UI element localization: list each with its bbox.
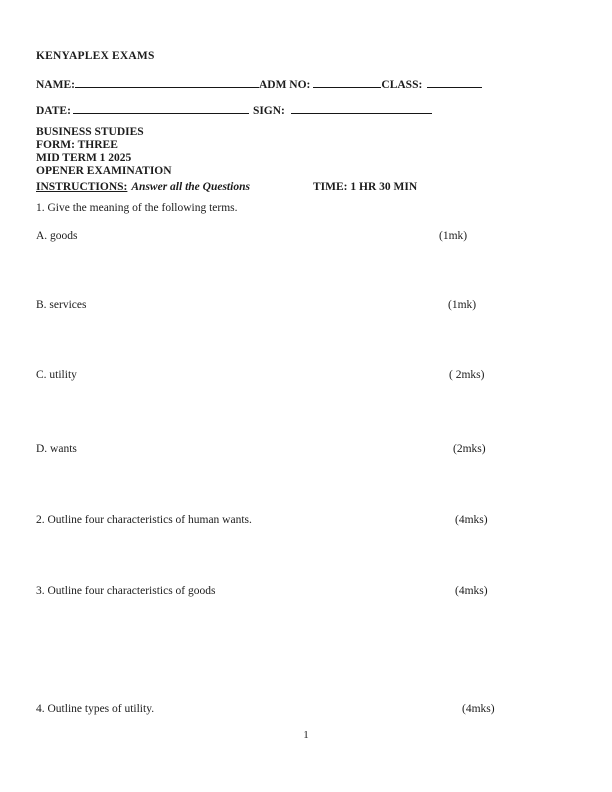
name-row: [36, 77, 482, 92]
question-marks: ( 2mks): [449, 369, 485, 381]
sign-blank-line: [291, 103, 432, 114]
instructions-row: [36, 181, 612, 194]
date-blank-line: [73, 103, 249, 114]
exam-board-title: KENYAPLEX EXAMS: [36, 50, 155, 62]
date-row: [36, 103, 432, 118]
date-label: DATE:: [36, 105, 71, 117]
paper-type: OPENER EXAMINATION: [36, 165, 172, 178]
question-text: 4. Outline types of utility.: [36, 703, 155, 715]
question-marks: (2mks): [453, 443, 486, 455]
question-text: D. wants: [36, 443, 77, 455]
time-allocation: TIME: 1 HR 30 MIN: [313, 181, 418, 193]
page-number: 1: [303, 729, 309, 741]
form-level: FORM: THREE: [36, 139, 118, 152]
question-text: 1. Give the meaning of the following terms.: [36, 202, 238, 214]
term-label: MID TERM 1 2025: [36, 152, 132, 165]
question-marks: (4mks): [455, 514, 488, 526]
question-text: 2. Outline four characteristics of human wants.: [36, 514, 252, 526]
adm-no-label: ADM NO:: [258, 79, 311, 91]
exam-title-block: [36, 126, 172, 178]
adm-no-blank-line: [313, 77, 381, 88]
instructions-label: INSTRUCTIONS:: [36, 181, 128, 193]
subject-title: BUSINESS STUDIES: [36, 126, 144, 138]
question-text: 3. Outline four characteristics of goods: [36, 585, 216, 597]
question-text: A. goods: [36, 230, 78, 242]
question-marks: (1mk): [439, 230, 468, 242]
name-blank-line: [75, 77, 259, 88]
name-label: NAME:: [36, 79, 75, 91]
class-label: CLASS:: [381, 79, 423, 91]
question-marks: (4mks): [462, 703, 495, 715]
question-marks: (4mks): [455, 585, 488, 597]
question-text: B. services: [36, 299, 87, 311]
question-marks: (1mk): [448, 299, 477, 311]
class-blank-line: [427, 77, 482, 88]
sign-label: SIGN:: [252, 105, 285, 117]
question-text: C. utility: [36, 369, 77, 381]
instructions-text: Answer all the Questions: [131, 181, 250, 193]
